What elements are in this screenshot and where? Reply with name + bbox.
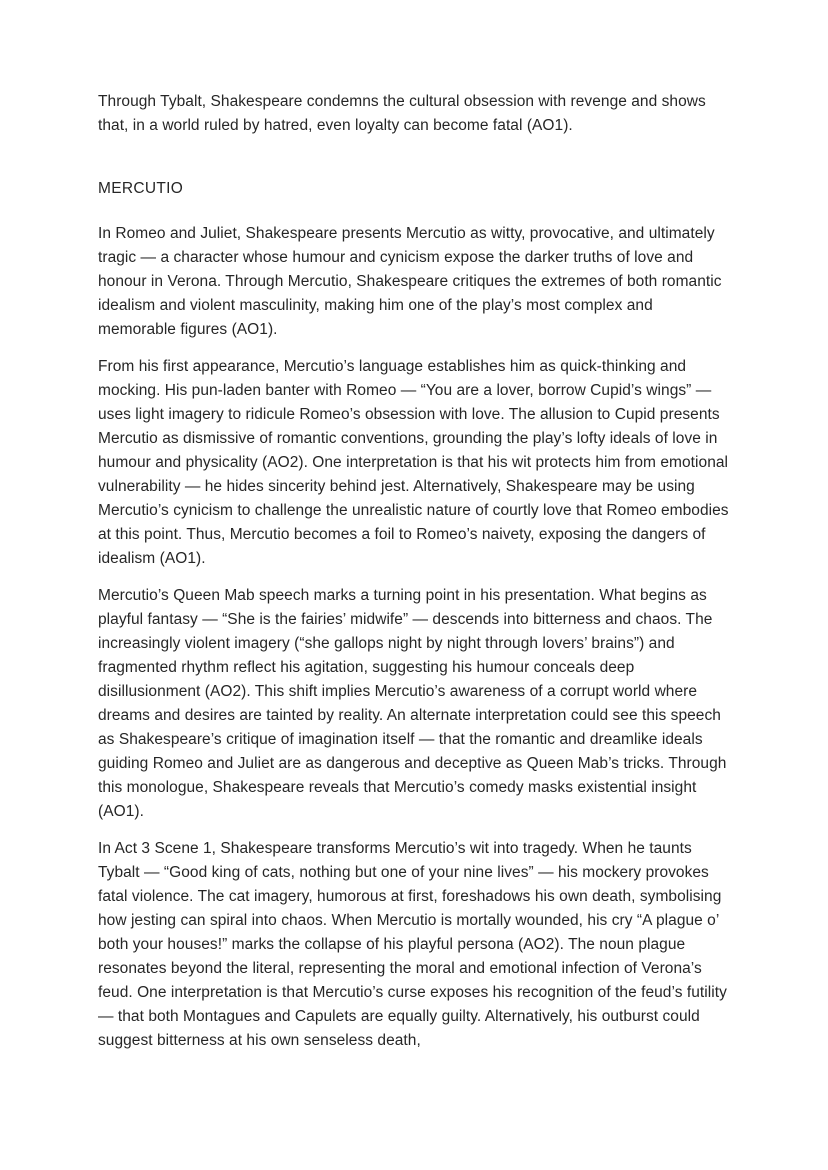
- paragraph-first-appearance: From his first appearance, Mercutio’s language establishes him as quick-thinking and mocking. His pun-laden banter with Romeo — “You are a lover, borrow Cupid’s wings” — uses light imagery to ridicule Romeo’s obsession with love. The allusion to Cupid presents Mercutio as dismissive of romantic conventions, grounding the play’s lofty ideals of love in humour and physicality (AO2). One interpretation is that his wit protects him from emotional vulnerability — he hides sincerity behind jest. Alternatively, Shakespeare may be using Mercutio’s cynicism to challenge the unrealistic nature of courtly love that Romeo embodies at this point. Thus, Mercutio becomes a foil to Romeo’s naivety, exposing the dangers of idealism (AO1).: [98, 358, 729, 567]
- section-heading-mercutio: MERCUTIO: [98, 180, 184, 197]
- paragraph-act3-scene1: In Act 3 Scene 1, Shakespeare transforms Mercutio’s wit into tragedy. When he taunts Tybalt — “Good king of cats, nothing but one of your nine lives” — his mockery provokes fatal violence. The cat imagery, humorous at first, foreshadows his own death, symbolising how jesting can spiral into chaos. When Mercutio is mortally wounded, his cry “A plague o’ both your houses!” marks the collapse of his playful persona (AO2). The noun plague resonates beyond the literal, representing the moral and emotional infection of Verona’s feud. One interpretation is that Mercutio’s curse exposes his recognition of the feud’s futility — that both Montagues and Capulets are equally guilty. Alternatively, his outburst could suggest bitterness at his own senseless death,: [98, 840, 727, 1049]
- essay-text-block: [98, 90, 730, 1066]
- paragraph-tybalt-conclusion: Through Tybalt, Shakespeare condemns the cultural obsession with revenge and shows that, in a world ruled by hatred, even loyalty can become fatal (AO1).: [98, 93, 706, 134]
- paragraph-mercutio-intro: In Romeo and Juliet, Shakespeare presents Mercutio as witty, provocative, and ultimately tragic — a character whose humour and cynicism expose the darker truths of love and honour in Verona. Through Mercutio, Shakespeare critiques the extremes of both romantic idealism and violent masculinity, making him one of the play’s most complex and memorable figures (AO1).: [98, 225, 722, 338]
- paragraph-queen-mab-speech: Mercutio’s Queen Mab speech marks a turning point in his presentation. What begins as playful fantasy — “She is the fairies’ midwife” — descends into bitterness and chaos. The increasingly violent imagery (“she gallops night by night through lovers’ brains”) and fragmented rhythm reflect his agitation, suggesting his humour conceals deep disillusionment (AO2). This shift implies Mercutio’s awareness of a corrupt world where dreams and desires are tainted by reality. An alternate interpretation could see this speech as Shakespeare’s critique of imagination itself — that the romantic and dreamlike ideals guiding Romeo and Juliet are as dangerous and deceptive as Queen Mab’s tricks. Through this monologue, Shakespeare reveals that Mercutio’s comedy masks existential insight (AO1).: [98, 587, 727, 820]
